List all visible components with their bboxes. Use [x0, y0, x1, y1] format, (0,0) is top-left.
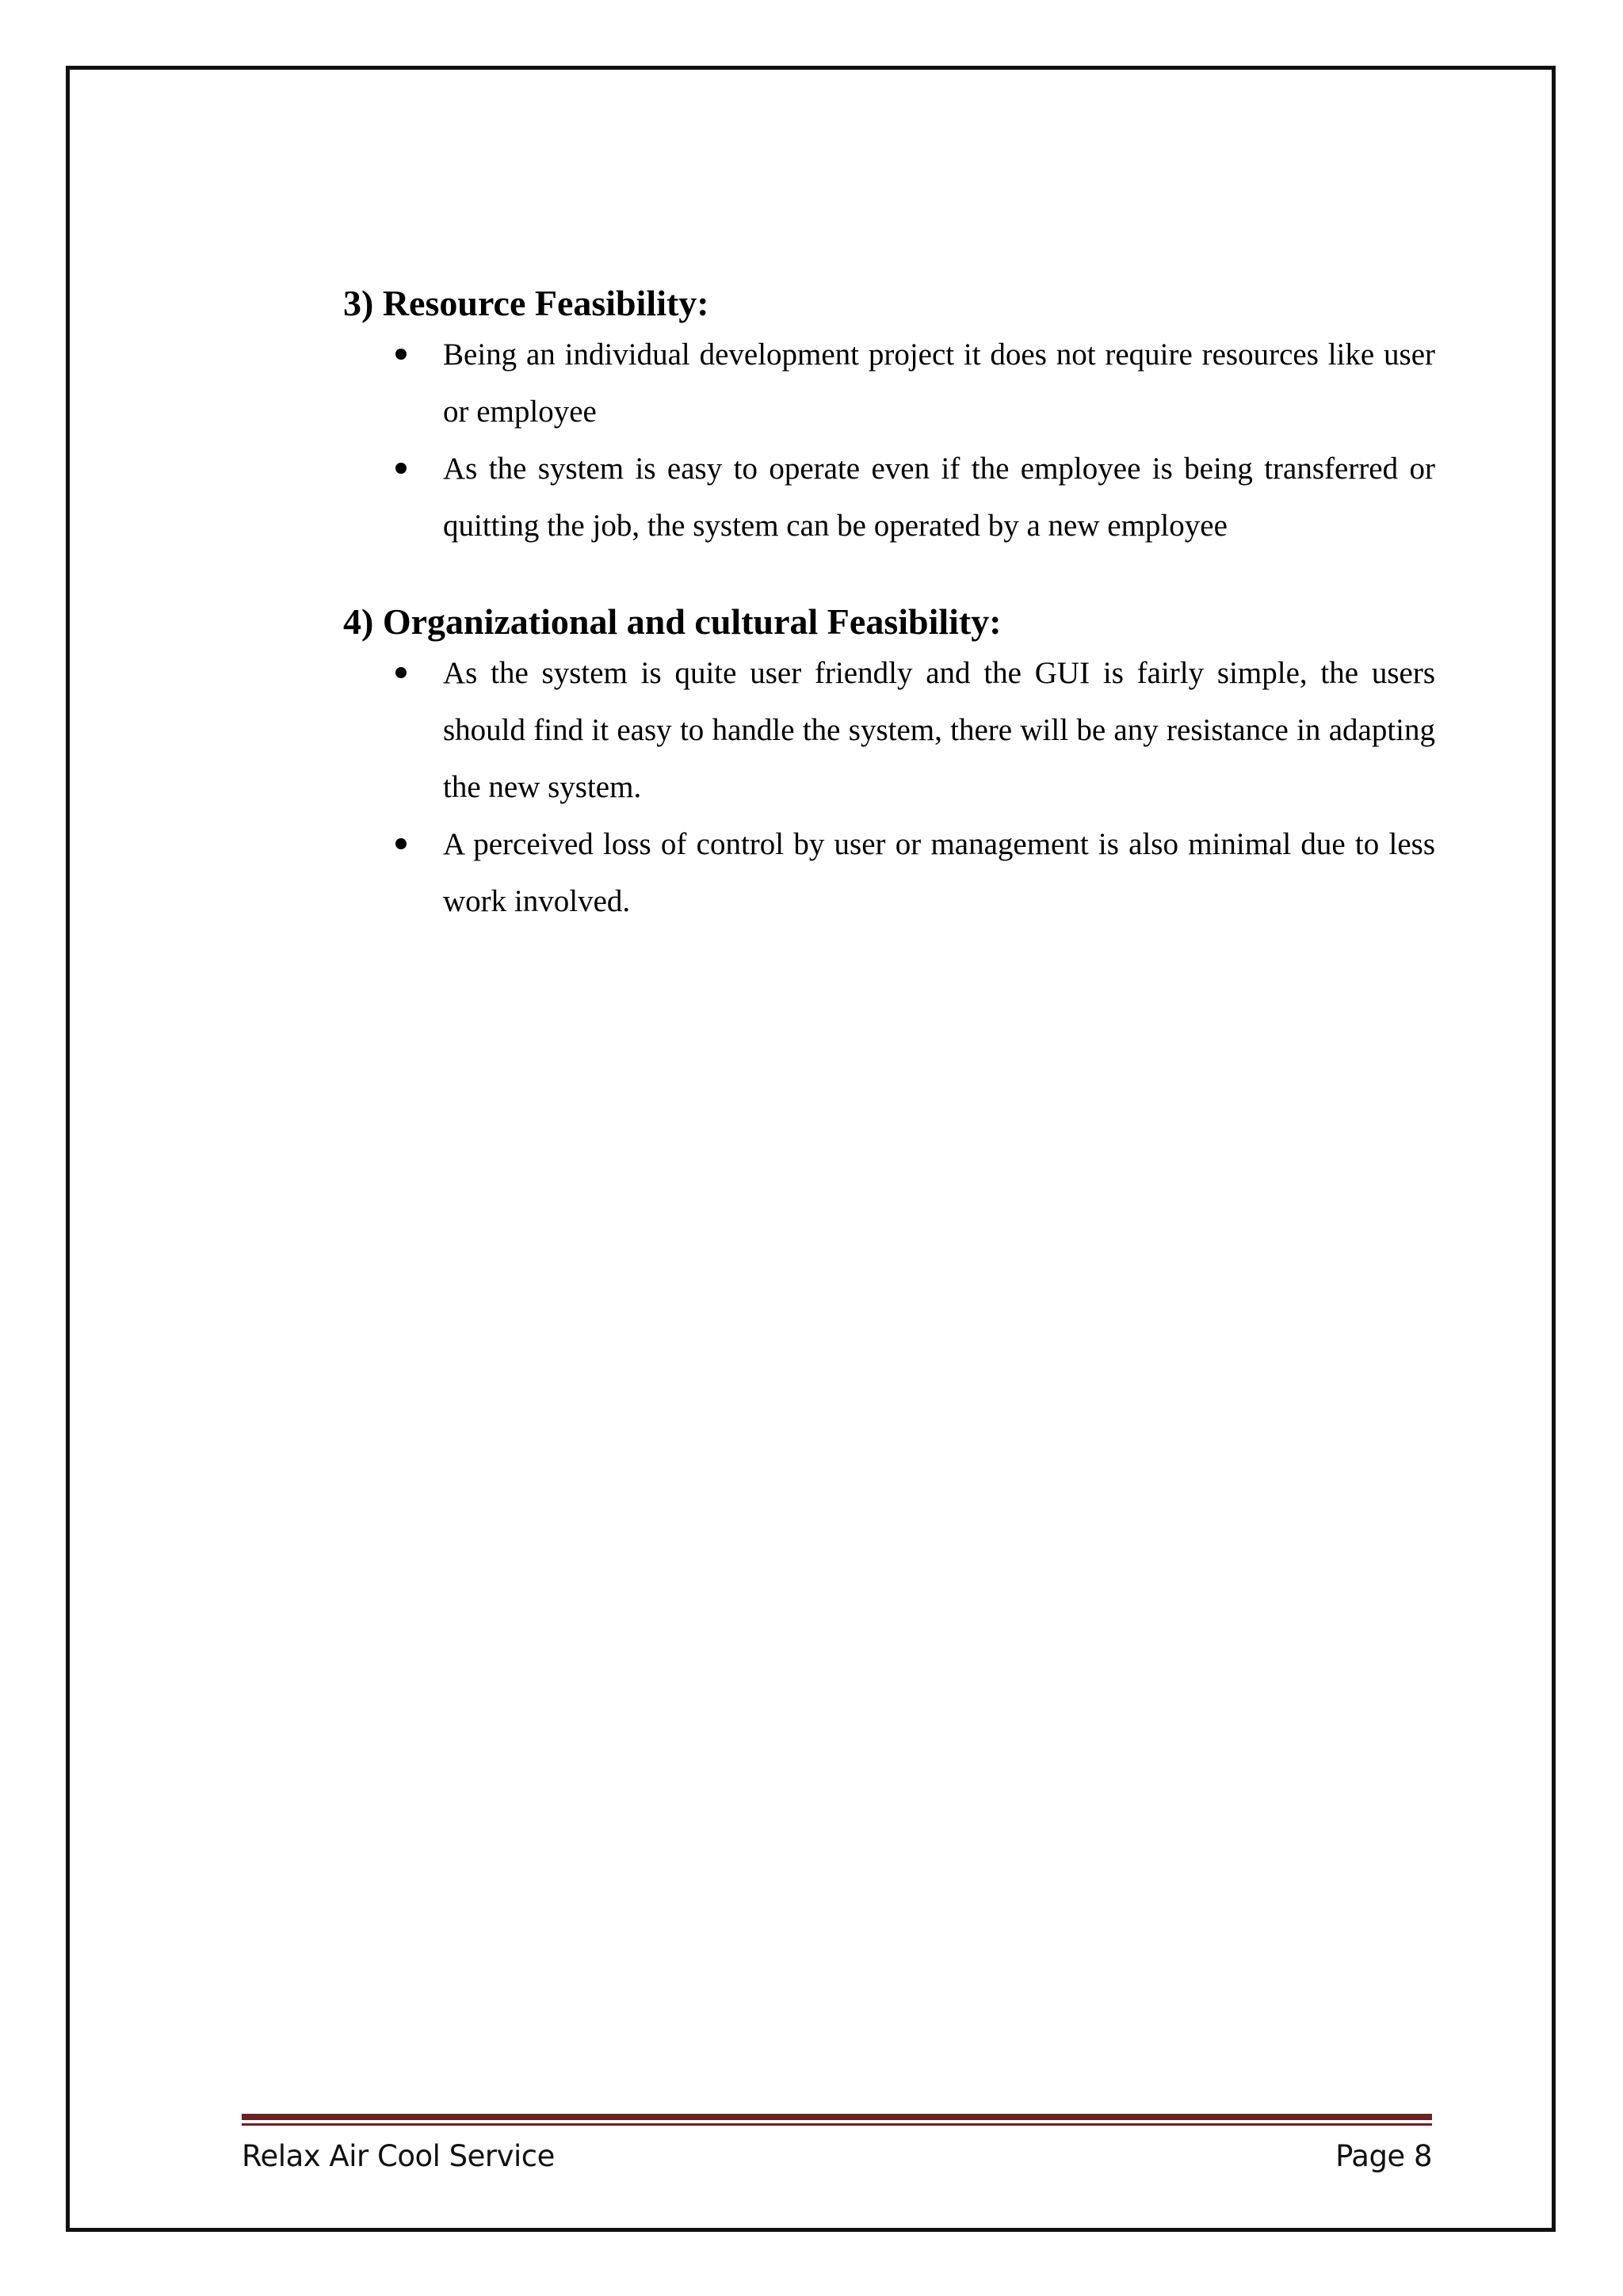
- list-item-text: As the system is easy to operate even if the employee is being transferred or quitting the job, the system can be operated by a new employee: [443, 452, 1435, 543]
- section-resource-feasibility: [343, 284, 1435, 555]
- section-heading: 4) Organizational and cultural Feasibility:: [343, 601, 1002, 642]
- list-item: [343, 441, 1435, 555]
- footer-row: [242, 2140, 1432, 2173]
- page-footer: [242, 2114, 1432, 2173]
- list-item: [343, 645, 1435, 816]
- section-organizational-feasibility: [343, 602, 1435, 930]
- list-item-text: Being an individual development project it does not require resources like user or employee: [443, 338, 1435, 429]
- bullet-icon: [395, 667, 407, 678]
- section-heading: 3) Resource Feasibility:: [343, 283, 709, 323]
- bullet-list: [343, 645, 1435, 930]
- list-item-text: A perceived loss of control by user or management is also minimal due to less work involved.: [443, 827, 1435, 918]
- list-item: [343, 326, 1435, 441]
- document-body: [343, 284, 1435, 930]
- footer-rule-thin: [242, 2123, 1432, 2126]
- footer-document-title: Relax Air Cool Service: [242, 2139, 555, 2173]
- footer-rule-thick: [242, 2114, 1432, 2120]
- bullet-icon: [395, 838, 407, 849]
- footer-page-number: Page 8: [1335, 2139, 1432, 2173]
- list-item-text: As the system is quite user friendly and the GUI is fairly simple, the users should find it easy to handle the system, there will be any resistance in adapting the new system.: [443, 656, 1435, 804]
- bullet-icon: [395, 463, 407, 474]
- list-item: [343, 816, 1435, 930]
- bullet-icon: [395, 349, 407, 360]
- bullet-list: [343, 326, 1435, 555]
